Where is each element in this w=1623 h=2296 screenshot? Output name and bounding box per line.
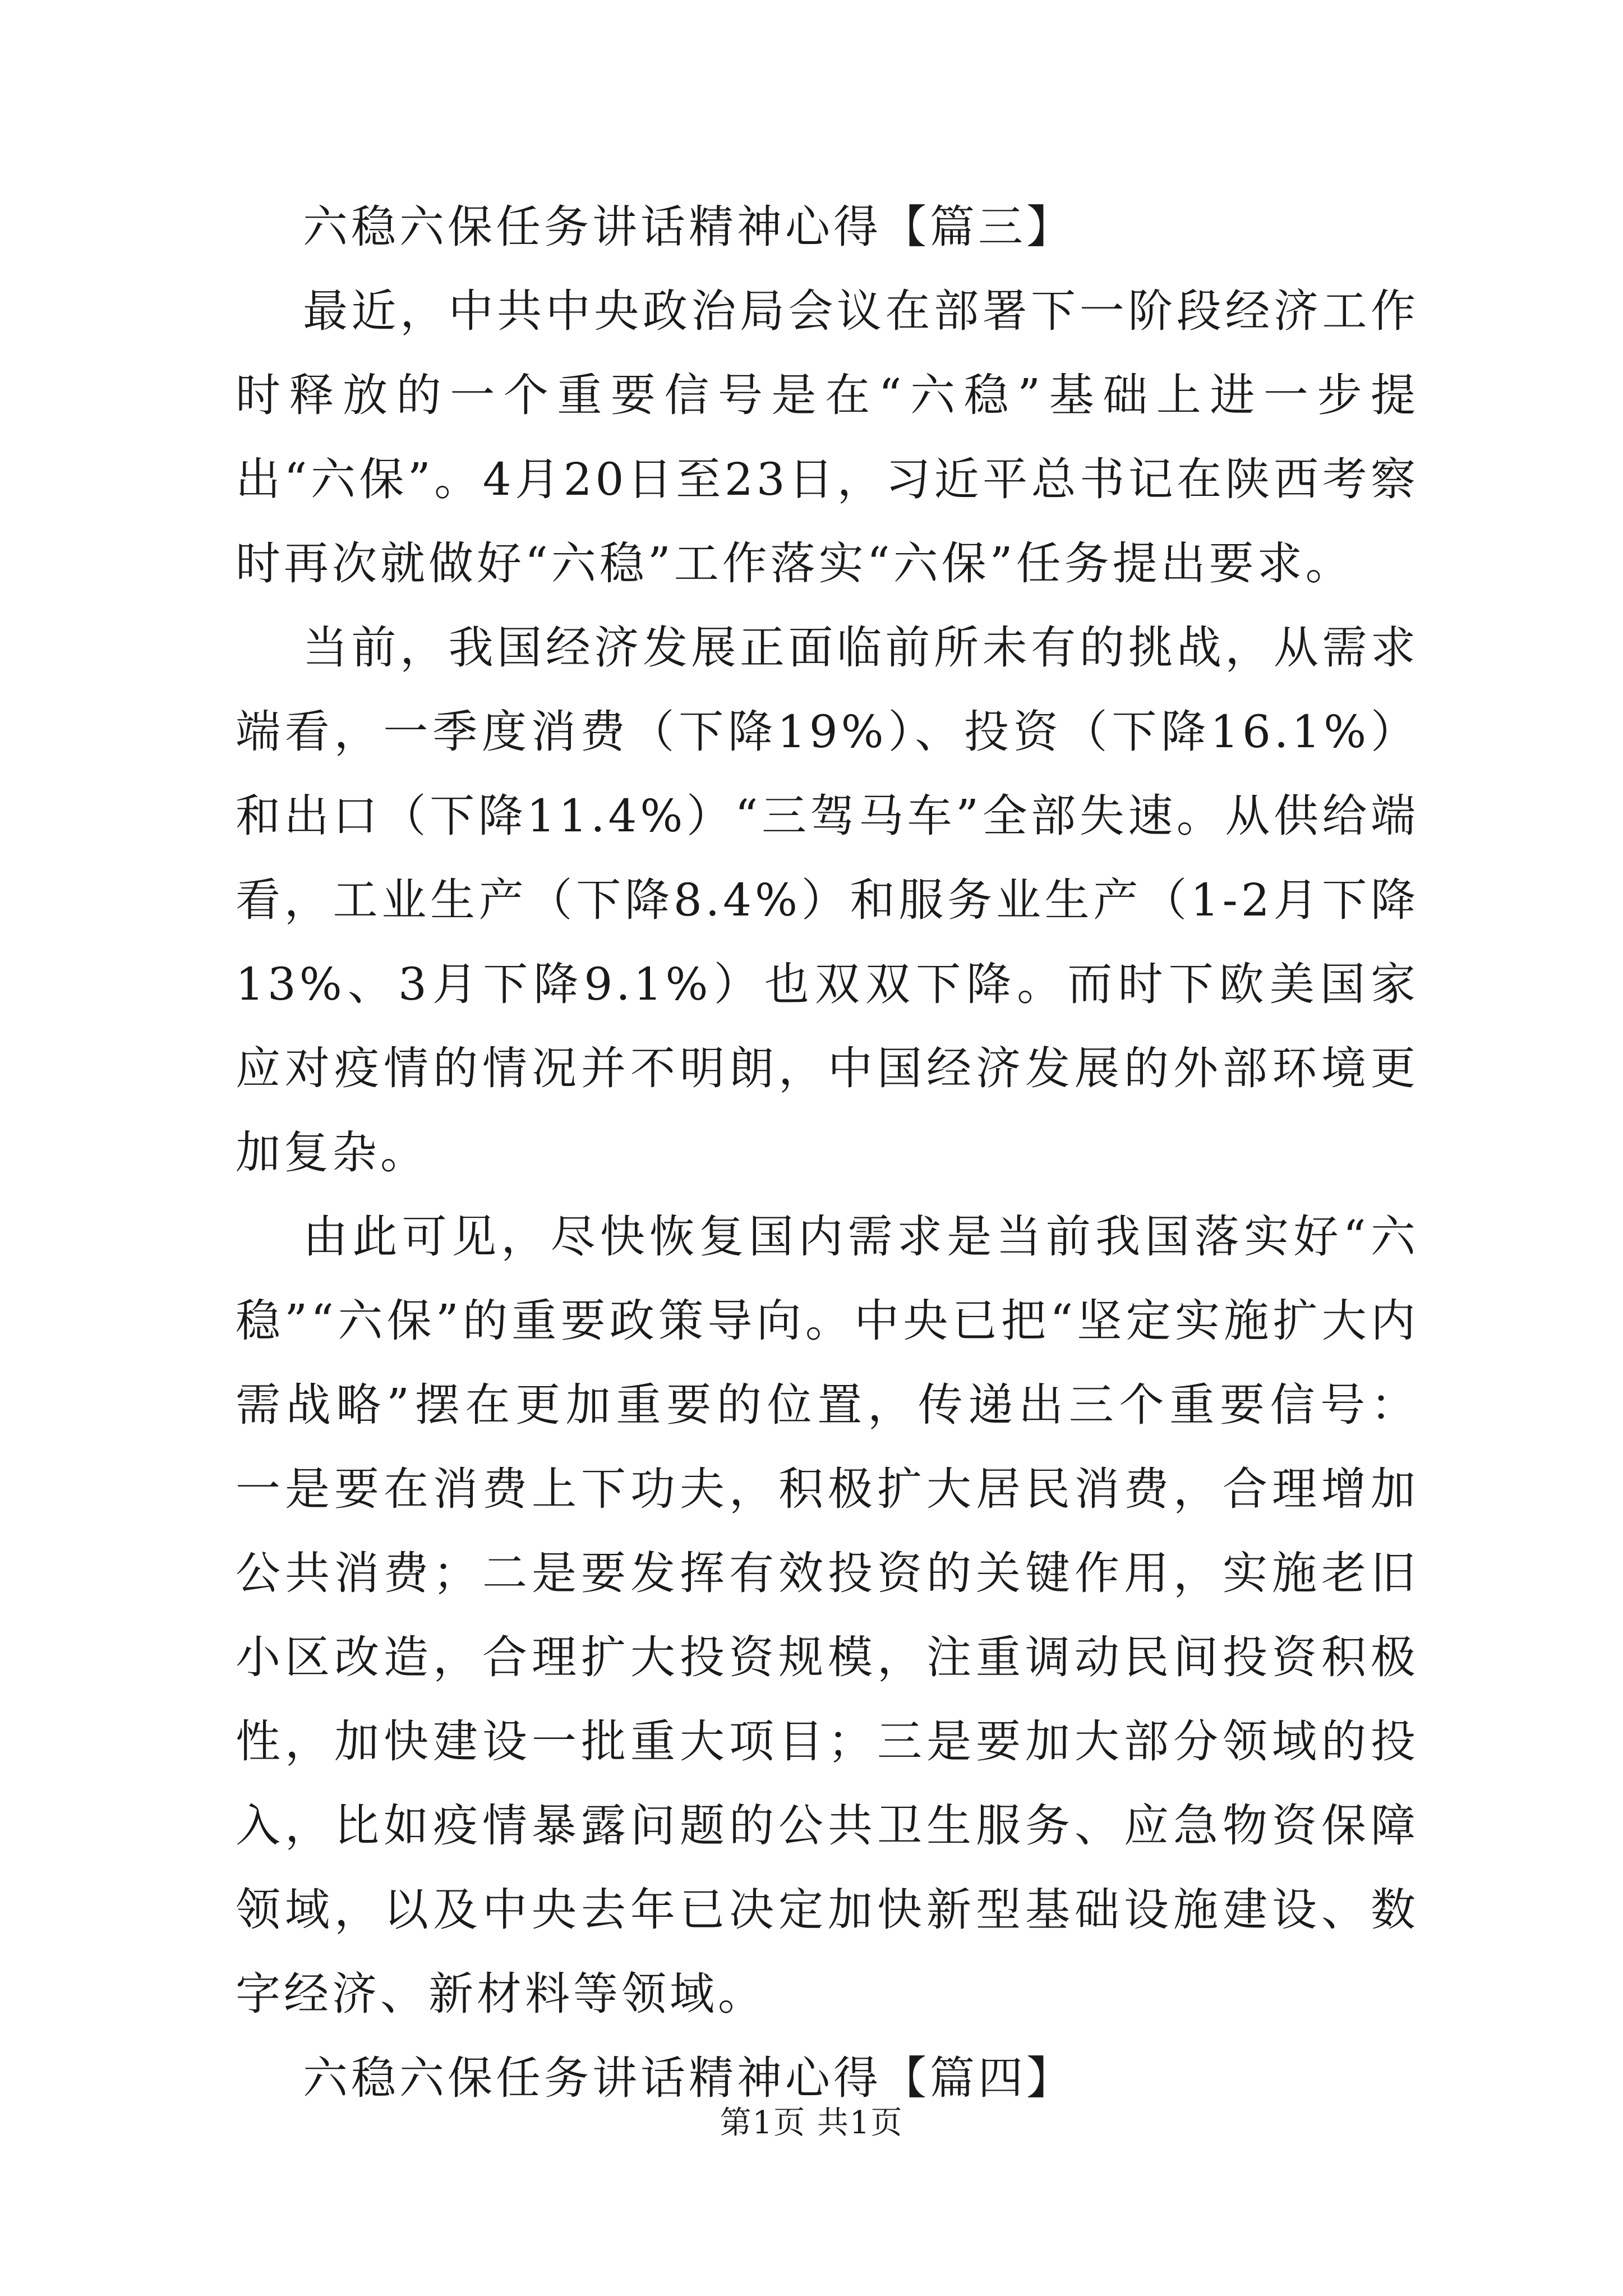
page-footer: 第1页 共1页 <box>720 2105 903 2141</box>
paragraph-2: 当前，我国经济发展正面临前所未有的挑战，从需求端看，一季度消费（下降19%）、投资（下降16.1%）和出口（下降11.4%）“三驾马车”全部失速。从供给端看，工业生产（下降8.4%）和服务业生产（1-2月下降13%、3月下降9.1%）也双双下降。而时下欧美国家应对疫情的情况并不明朗，中国经济发展的外部环境更加复杂。 <box>236 622 1419 1179</box>
section-title-3: 六稳六保任务讲话精神心得【篇三】 <box>303 201 1075 253</box>
document-body <box>236 185 1419 2120</box>
paragraph-1: 最近，中共中央政治局会议在部署下一阶段经济工作时释放的一个重要信号是在“六稳”基础上进一步提出“六保”。4月20日至23日，习近平总书记在陕西考察时再次就做好“六稳”工作落实“六保”任务提出要求。 <box>236 285 1419 590</box>
section-title-4: 六稳六保任务讲话精神心得【篇四】 <box>303 2052 1075 2104</box>
paragraph-3: 由此可见，尽快恢复国内需求是当前我国落实好“六稳”“六保”的重要政策导向。中央已把“坚定实施扩大内需战略”摆在更加重要的位置，传递出三个重要信号：一是要在消费上下功夫，积极扩大居民消费，合理增加公共消费；二是要发挥有效投资的关键作用，实施老旧小区改造，合理扩大投资规模，注重调动民间投资积极性，加快建设一批重大项目；三是要加大部分领域的投入，比如疫情暴露问题的公共卫生服务、应急物资保障领域，以及中央去年已决定加快新型基础设施建设、数字经济、新材料等领域。 <box>236 1211 1419 2020</box>
